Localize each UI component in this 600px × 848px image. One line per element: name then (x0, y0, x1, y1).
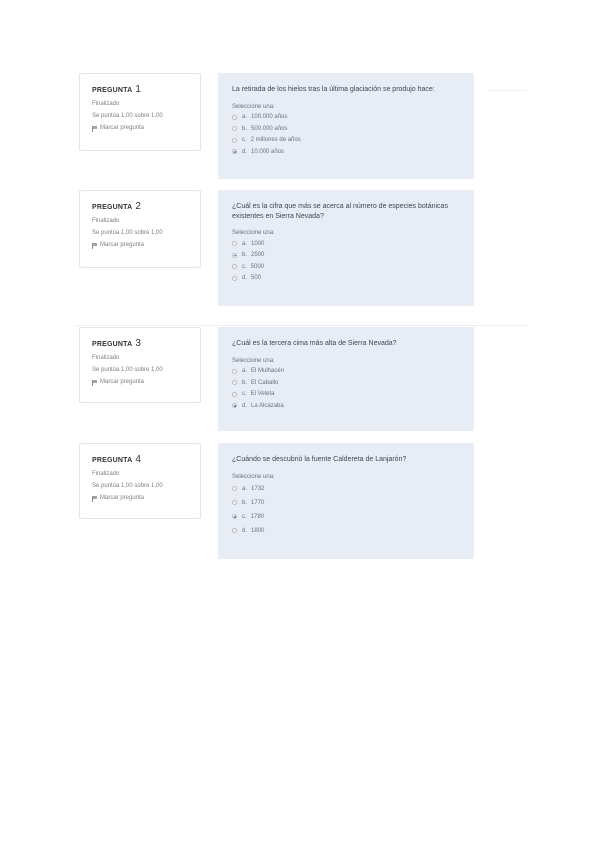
question-text: ¿Cuándo se descubrió la fuente Caldereta de Lanjarón? (232, 456, 407, 463)
radio-button[interactable] (232, 138, 237, 143)
question-status: Finalizado (92, 218, 120, 224)
radio-button[interactable] (232, 380, 237, 385)
question-content-4 (218, 443, 474, 559)
flag-question-link[interactable]: Marcar pregunta (92, 242, 200, 248)
radio-button-selected[interactable] (232, 403, 237, 408)
question-score: Se puntúa 1,00 sobre 1,00 (92, 483, 163, 489)
question-score: Se puntúa 1,00 sobre 1,00 (92, 113, 163, 119)
answer-option[interactable]: a. 100.000 años (232, 112, 462, 124)
question-status: Finalizado (92, 355, 120, 361)
flag-question-link[interactable]: Marcar pregunta (92, 125, 200, 131)
answer-option[interactable]: a. 1732 (232, 482, 462, 496)
flag-icon (92, 380, 97, 385)
answer-option[interactable]: c. El Veleta (232, 389, 462, 401)
question-number: PREGUNTA 1 (92, 84, 142, 95)
answer-option[interactable]: b. 2500 (232, 250, 462, 262)
answer-option[interactable]: b. 500.000 años (232, 123, 462, 135)
answer-option[interactable]: c. 1780 (232, 510, 462, 524)
answer-option[interactable]: b. 1770 (232, 496, 462, 510)
flag-question-link[interactable]: Marcar pregunta (92, 379, 200, 385)
answer-prompt: Seleccione una: (232, 357, 275, 364)
question-info-4 (79, 443, 201, 519)
radio-button[interactable] (232, 500, 237, 505)
flag-question-link[interactable]: Marcar pregunta (92, 495, 200, 501)
answer-prompt: Seleccione una: (232, 473, 275, 480)
question-info-2 (79, 190, 201, 268)
question-info-3 (79, 327, 201, 403)
radio-button[interactable] (232, 115, 237, 120)
question-content-2 (218, 190, 474, 306)
radio-button-selected[interactable] (232, 149, 237, 154)
flag-icon (92, 496, 97, 501)
answer-option[interactable]: d. 500 (232, 273, 462, 285)
question-number: PREGUNTA 3 (92, 338, 142, 349)
question-score: Se puntúa 1,00 sobre 1,00 (92, 367, 163, 373)
answer-option[interactable]: a. El Mulhacén (232, 366, 462, 378)
radio-button-selected[interactable] (232, 253, 237, 258)
radio-button[interactable] (232, 486, 237, 491)
flag-icon (92, 126, 97, 131)
radio-button[interactable] (232, 126, 237, 131)
question-text: La retirada de los hielos tras la última glaciación se produjo hace: (232, 86, 435, 93)
top-divider (487, 90, 527, 91)
question-content-1 (218, 73, 474, 179)
answer-option[interactable]: d. La Alcazaba (232, 400, 462, 412)
radio-button[interactable] (232, 264, 237, 269)
answer-option[interactable]: c. 2 millones de años (232, 135, 462, 147)
answer-option[interactable]: d. 10.000 años (232, 146, 462, 158)
question-info-1 (79, 73, 201, 151)
question-content-3 (218, 327, 474, 431)
radio-button[interactable] (232, 276, 237, 281)
answer-option[interactable]: b. El Caballo (232, 377, 462, 389)
answer-option[interactable]: a. 1000 (232, 238, 462, 250)
radio-button[interactable] (232, 369, 237, 374)
radio-button[interactable] (232, 528, 237, 533)
question-number: PREGUNTA 4 (92, 454, 142, 465)
flag-icon (92, 243, 97, 248)
radio-button[interactable] (232, 241, 237, 246)
radio-button[interactable] (232, 392, 237, 397)
question-text: ¿Cuál es la cifra que más se acerca al número de especies botánicas existentes en Sierra Nevada? (232, 203, 448, 220)
answer-option[interactable]: d. 1800 (232, 524, 462, 538)
question-status: Finalizado (92, 471, 120, 477)
answer-prompt: Seleccione una: (232, 230, 275, 236)
answer-prompt: Seleccione una: (232, 103, 275, 110)
question-status: Finalizado (92, 101, 120, 107)
answer-option[interactable]: c. 5000 (232, 261, 462, 273)
question-text: ¿Cuál es la tercera cima más alta de Sierra Nevada? (232, 340, 397, 347)
page-divider (75, 325, 528, 326)
question-number: PREGUNTA 2 (92, 201, 142, 212)
question-score: Se puntúa 1,00 sobre 1,00 (92, 230, 163, 236)
radio-button-selected[interactable] (232, 514, 237, 519)
